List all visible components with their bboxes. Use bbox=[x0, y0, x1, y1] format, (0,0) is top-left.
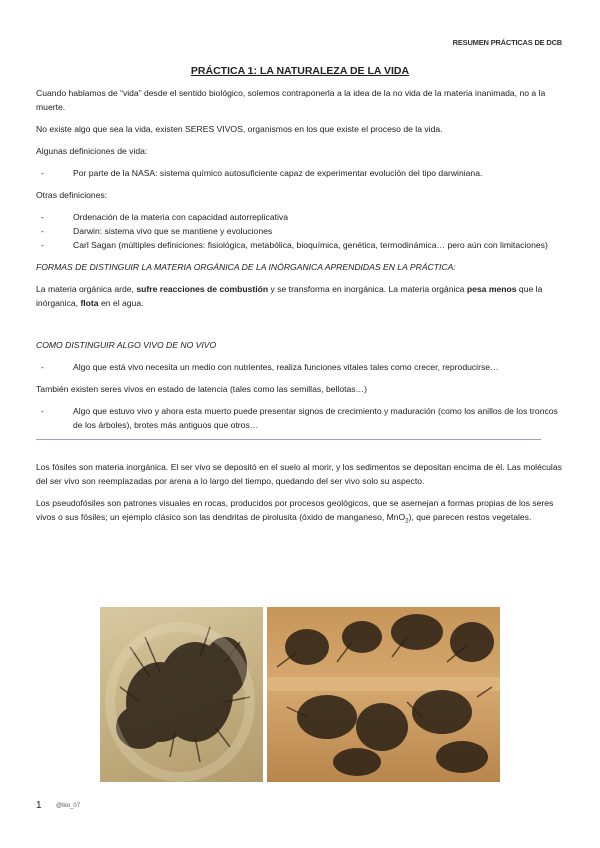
list-otras-definiciones bbox=[36, 210, 566, 252]
paragraph-otras-definiciones: Otras definiciones: bbox=[36, 190, 108, 200]
list-vivo bbox=[36, 360, 566, 374]
list-definiciones bbox=[36, 166, 566, 180]
list-item: - Algo que está vivo necesita un medio con nutrientes, realiza funciones vitales tales como crecer, reproducirse… bbox=[36, 360, 566, 374]
dendrite-drawing-left bbox=[100, 607, 263, 782]
section-heading-materia: FORMAS DE DISTINGUIR LA MATERIA ORGÁNICA DE LA INÓRGANICA APRENDIDAS EN LA PRÁCTICA: bbox=[36, 262, 456, 272]
paragraph-definiciones: Algunas definiciones de vida: bbox=[36, 146, 148, 156]
list-item: - Ordenación de la materia con capacidad autorreplicativa bbox=[36, 210, 566, 224]
photo-row bbox=[100, 607, 500, 782]
text-span: Los pseudofósiles son patrones visuales en rocas, producidos por procesos geológicos, que se asemejan a formas propias de los seres vivos o sus fósiles; un ejemplo clásico son las dendritas de pirolusita (óxido de manganeso, MnO bbox=[36, 498, 554, 522]
divider-line bbox=[36, 439, 541, 440]
document-body bbox=[36, 86, 566, 537]
list-item: - Darwin: sistema vivo que se mantiene y evoluciones bbox=[36, 224, 566, 238]
paragraph-latencia: También existen seres vivos en estado de latencia (tales como las semillas, bellotas…) bbox=[36, 384, 368, 394]
page-number: 1 bbox=[36, 800, 42, 811]
text-span: ), que parecen restos vegetales. bbox=[408, 512, 532, 522]
spacer bbox=[36, 318, 566, 338]
bold-text: flota bbox=[80, 298, 99, 308]
bold-text: sufre reacciones de combustión bbox=[136, 284, 269, 294]
dendrite-photo-right bbox=[267, 607, 500, 782]
dendrite-photo-left bbox=[100, 607, 263, 782]
text-span: La materia orgánica arde, bbox=[36, 284, 137, 294]
paragraph-pseudofosiles bbox=[36, 496, 566, 529]
bold-text: pesa menos bbox=[466, 284, 517, 294]
paragraph-fosiles: Los fósiles son materia inorgánica. El ser vivo se depositó en el suelo al morir, y los sedimentos se depositan encima de él. Las moléculas del ser vivo son reemplazadas por arena a lo largo del tiempo, quedando del ser vivo solo su aspecto. bbox=[36, 462, 562, 486]
paragraph-materia-organica bbox=[36, 282, 566, 310]
page-header: RESUMEN PRÁCTICAS DE DCB bbox=[452, 38, 562, 47]
section-heading-vivo: COMO DISTINGUIR ALGO VIVO DE NO VIVO bbox=[36, 340, 217, 350]
text-span: en el agua. bbox=[98, 298, 144, 308]
author-tag: @bio_07 bbox=[56, 803, 81, 809]
list-item: - Por parte de la NASA: sistema químico autosuficiente capaz de experimentar evolución del tipo darwiniana. bbox=[36, 166, 566, 180]
text-span: que la inórganica, bbox=[36, 284, 543, 308]
paragraph-intro: Cuando hablamos de “vida” desde el sentido biológico, solemos contraponerla a la idea de la no vida de la materia inanimada, no a la muerte. bbox=[36, 88, 546, 112]
list-item: - Algo que estuvo vivo y ahora esta muerto puede presentar signos de crecimiento y maduración (como los anillos de los troncos de los árboles), brotes más antiguos que otros… bbox=[36, 404, 566, 432]
page-title: PRÁCTICA 1: LA NATURALEZA DE LA VIDA bbox=[190, 65, 410, 77]
list-item: - Carl Sagan (múltiples definiciones: fisiológica, metabólica, bioquímica, genética, termodinámica… pero aún con limitaciones) bbox=[36, 238, 566, 252]
list-muerto bbox=[36, 404, 566, 432]
text-span: y se transforma en inorgánica. La materia orgánica bbox=[268, 284, 467, 294]
paragraph-seres-vivos: No existe algo que sea la vida, existen SERES VIVOS, organismos en los que existe el proceso de la vida. bbox=[36, 124, 443, 134]
subscript: 2 bbox=[405, 518, 409, 525]
dendrite-drawing-right bbox=[267, 607, 500, 782]
